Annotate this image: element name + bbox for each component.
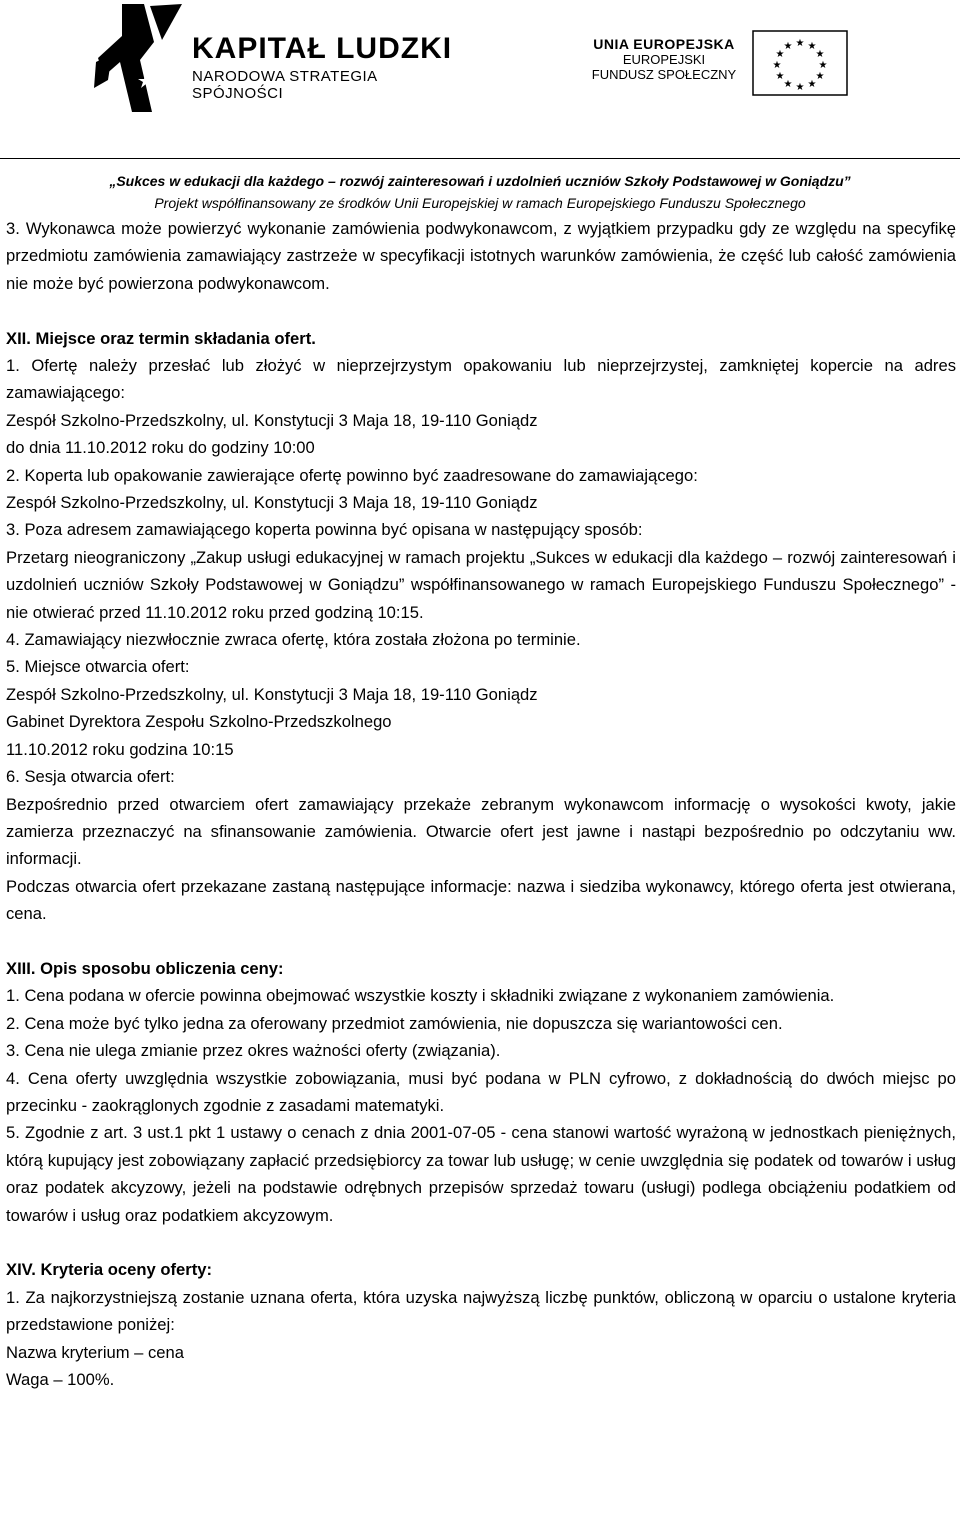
kapital-ludzki-emblem xyxy=(92,2,184,114)
svg-text:★: ★ xyxy=(783,41,793,52)
project-cofinance-note: Projekt współfinansowany ze środków Unii Europejskiej w ramach Europejskiego Funduszu Społecznego xyxy=(154,195,806,211)
section-xiv-item-1: 1. Za najkorzystniejszą zostanie uznana oferta, która uzyska najwyższą liczbę punktów, obliczoną w oparciu o ustalone kryteria przedstawione poniżej: xyxy=(6,1287,956,1335)
section-xiii-item-1: 1. Cena podana w ofercie powinna obejmować wszystkie koszty i składniki związane z wykonaniem zamówienia. xyxy=(6,986,835,1006)
section-xi-item-3: 3. Wykonawca może powierzyć wykonanie zamówienia podwykonawcom, z wyjątkiem przypadku gdy ze względu na specyfikę przedmiotu zamówienia zamawiający zastrzeże w specyfikacji istotnych warunków zamówienia, że część lub całość zamówienia nie może być powierzona podwykonawcom. xyxy=(6,219,956,293)
project-title: „Sukces w edukacji dla każdego – rozwój zainteresowań i uzdolnień uczniów Szkoły Podstawowej w Goniądzu” xyxy=(109,173,851,189)
section-xii-office: Gabinet Dyrektora Zespołu Szkolno-Przedszkolnego xyxy=(6,712,392,732)
section-xiii-heading: XIII. Opis sposobu obliczenia ceny: xyxy=(6,958,284,978)
section-xii-address-2: Zespół Szkolno-Przedszkolny, ul. Konstytucji 3 Maja 18, 19-110 Goniądz xyxy=(6,493,538,513)
eu-logo-line2: EUROPEJSKI xyxy=(622,52,706,67)
section-xii-heading: XII. Miejsce oraz termin składania ofert. xyxy=(6,328,316,348)
section-xiii-item-2: 2. Cena może być tylko jedna za oferowany przedmiot zamówienia, nie dopuszcza się wariantowości cen. xyxy=(6,1013,783,1033)
svg-text:★: ★ xyxy=(815,49,825,60)
section-xiii-item-4: 4. Cena oferty uwzględnia wszystkie zobowiązania, musi być podana w PLN cyfrowo, z dokładnością do dwóch miejsc po przecinku - zaokrąglonych zgodnie z zasadami matematyki. xyxy=(6,1068,956,1115)
eu-logo-line1: UNIA EUROPEJSKA xyxy=(593,36,735,52)
section-xii-item-5: 5. Miejsce otwarcia ofert: xyxy=(6,657,190,677)
section-xii-envelope-text: Przetarg nieograniczony „Zakup usługi edukacyjnej w ramach projektu „Sukces w edukacji dla każdego – rozwój zainteresowań i uzdolnień uczniów Szkoły Podstawowej w Goniądzu” współfinansowanego w ramach Europejskiego Funduszu Społecznego” - nie otwierać przed 11.10.2012 roku przed godziną 10:15. xyxy=(6,547,956,622)
section-xii-address-3: Zespół Szkolno-Przedszkolny, ul. Konstytucji 3 Maja 18, 19-110 Goniądz xyxy=(6,684,538,704)
section-xiii-item-5: 5. Zgodnie z art. 3 ust.1 pkt 1 ustawy o cenach z dnia 2001-07-05 - cena stanowi wartość wyrażoną w jednostkach pieniężnych, którą kupujący jest zobowiązany zapłacić przedsiębiorcy za towar lub usługę; w cenie uwzględnia się podatek od towarów i usług oraz podatek akcyzowy, jeżeli na podstawie odrębnych przepisów sprzedaż towaru (usługi) podlega obciążeniu podatkiem od towarów i usług oraz podatkiem akcyzowym. xyxy=(6,1123,956,1225)
eu-logo xyxy=(584,36,844,96)
kapital-ludzki-logo xyxy=(92,2,472,114)
svg-text:★: ★ xyxy=(795,38,805,49)
section-xii-item-3: 3. Poza adresem zamawiającego koperta powinna być opisana w następujący sposób: xyxy=(6,520,643,540)
svg-text:★: ★ xyxy=(807,41,817,52)
section-xii-deadline: do dnia 11.10.2012 roku do godziny 10:00 xyxy=(6,438,315,458)
document-body xyxy=(6,215,956,1393)
section-xii-item-6: 6. Sesja otwarcia ofert: xyxy=(6,767,175,787)
document-header xyxy=(0,0,960,160)
svg-text:★: ★ xyxy=(775,71,785,82)
section-xiii-item-3: 3. Cena nie ulega zmianie przez okres ważności oferty (związania). xyxy=(6,1041,501,1061)
svg-text:★: ★ xyxy=(795,82,805,93)
section-xii-session-text-2: Podczas otwarcia ofert przekazane zastaną następujące informacje: nazwa i siedziba wykonawcy, którego oferta jest otwierana, cena. xyxy=(6,876,956,924)
section-xii-opening-time: 11.10.2012 roku godzina 10:15 xyxy=(6,739,234,759)
svg-text:★: ★ xyxy=(783,79,793,90)
section-xiv-heading: XIV. Kryteria oceny oferty: xyxy=(6,1260,212,1280)
section-xii-session-text-1: Bezpośrednio przed otwarciem ofert zamawiający przekaże zebranym wykonawcom informację o wysokości kwoty, jakie zamierza przeznaczyć na sfinansowanie zamówienia. Otwarcie ofert jest jawne i nastąpi bezpośrednio po odczytaniu ww. informacji. xyxy=(6,794,956,869)
svg-text:★: ★ xyxy=(775,49,785,60)
section-xii-address-1: Zespół Szkolno-Przedszkolny, ul. Konstytucji 3 Maja 18, 19-110 Goniądz xyxy=(6,410,538,430)
section-xii-item-4: 4. Zamawiający niezwłocznie zwraca ofertę, która została złożona po terminie. xyxy=(6,630,581,650)
eu-logo-line3: FUNDUSZ SPOŁECZNY xyxy=(591,67,737,82)
section-xii-item-2: 2. Koperta lub opakowanie zawierające ofertę powinno być zaadresowane do zamawiającego: xyxy=(6,465,698,485)
section-xiv-weight: Waga – 100%. xyxy=(6,1370,115,1390)
section-xii-item-1: 1. Ofertę należy przesłać lub złożyć w nieprzejrzystym opakowaniu lub nieprzejrzystej, zamkniętej kopercie na adres zamawiającego: xyxy=(6,356,956,403)
section-xiv-criterion: Nazwa kryterium – cena xyxy=(6,1342,184,1362)
header-divider xyxy=(0,158,960,159)
logo-subtitle: NARODOWA STRATEGIA SPÓJNOŚCI xyxy=(192,68,377,102)
svg-text:★: ★ xyxy=(815,71,825,82)
svg-text:★: ★ xyxy=(772,60,782,71)
svg-text:★: ★ xyxy=(818,60,828,71)
logo-title: KAPITAŁ LUDZKI xyxy=(192,32,453,65)
eu-flag-icon xyxy=(752,30,848,96)
svg-text:★: ★ xyxy=(807,79,817,90)
